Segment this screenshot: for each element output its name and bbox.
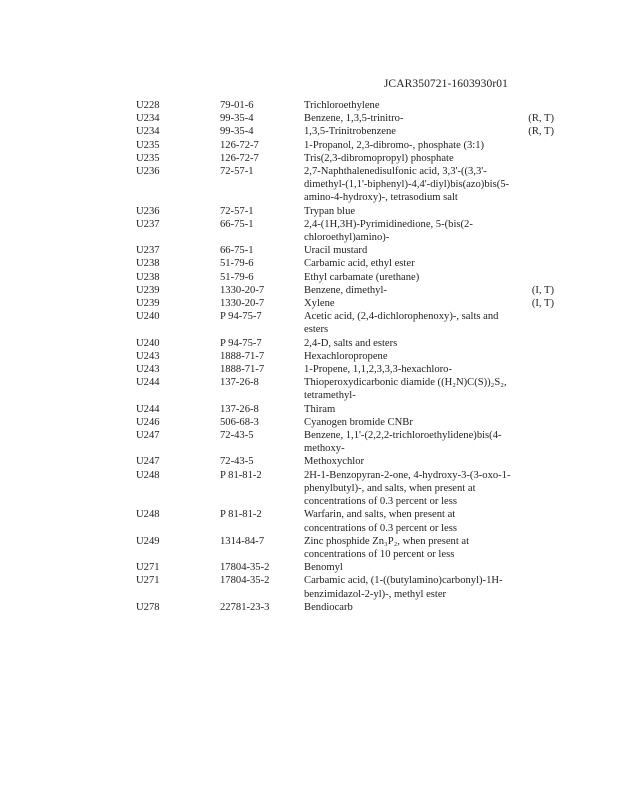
cas-number-cell: 66-75-1 xyxy=(220,218,254,230)
cas-number-cell: 72-43-5 xyxy=(220,430,254,442)
hazard-code-cell xyxy=(514,429,554,455)
waste-code-cell: U237 xyxy=(136,218,160,230)
waste-code-cell: U246 xyxy=(136,416,160,428)
table-row xyxy=(136,112,554,125)
waste-code-cell: U240 xyxy=(136,337,160,349)
cas-number-cell: 72-57-1 xyxy=(220,205,254,217)
hazard-code-cell: (I, T) xyxy=(531,284,554,296)
waste-code-cell: U237 xyxy=(136,245,160,257)
substance-name-cell: 1-Propene, 1,1,2,3,3,3-hexachloro- xyxy=(304,364,452,376)
table-row xyxy=(136,310,554,336)
cas-number-cell: 72-43-5 xyxy=(220,456,254,468)
substance-name-cell: Thioperoxydicarbonic diamide ((H₂N)C(S))₂S₂, tetramethyl- xyxy=(304,377,507,402)
substance-name-cell: Bendiocarb xyxy=(304,601,353,613)
substance-name-cell: Uracil mustard xyxy=(304,245,368,257)
substance-name-cell: Trypan blue xyxy=(304,205,356,217)
hazard-code-cell: (I, T) xyxy=(531,298,554,310)
substance-name-cell: Acetic acid, (2,4-dichlorophenoxy)-, salts and esters xyxy=(304,311,499,336)
waste-code-cell: U247 xyxy=(136,430,160,442)
cas-number-cell: 99-35-4 xyxy=(220,126,254,138)
cas-number-cell: 66-75-1 xyxy=(220,245,254,257)
cas-number-cell: 1314-84-7 xyxy=(220,535,265,547)
hazard-code-cell xyxy=(514,271,554,284)
hazard-code-cell xyxy=(514,205,554,218)
hazard-code-cell xyxy=(514,601,554,614)
table-row xyxy=(136,271,554,284)
table-row xyxy=(136,257,554,270)
waste-code-cell: U248 xyxy=(136,509,160,521)
cas-number-cell: 1888-71-7 xyxy=(220,350,265,362)
cas-number-cell: P 94-75-7 xyxy=(220,311,262,323)
table-row xyxy=(136,601,554,614)
table-row xyxy=(136,244,554,257)
hazard-code-cell xyxy=(514,469,554,509)
table-body xyxy=(136,99,554,614)
waste-code-cell: U239 xyxy=(136,284,160,296)
table-row xyxy=(136,508,554,534)
waste-code-cell: U239 xyxy=(136,298,160,310)
table-row xyxy=(136,561,554,574)
substance-name-cell: Xylene xyxy=(304,298,335,310)
table-row xyxy=(136,152,554,165)
cas-number-cell: 51-79-6 xyxy=(220,271,254,283)
table-row xyxy=(136,337,554,350)
table-row xyxy=(136,125,554,138)
table-row xyxy=(136,403,554,416)
substance-name-cell: Cyanogen bromide CNBr xyxy=(304,416,413,428)
hazard-code-cell xyxy=(514,244,554,257)
waste-code-cell: U234 xyxy=(136,113,160,125)
hazard-code-cell xyxy=(514,350,554,363)
table-row xyxy=(136,363,554,376)
substance-name-cell: Hexachloropropene xyxy=(304,350,388,362)
table-row xyxy=(136,416,554,429)
table-row xyxy=(136,99,554,112)
table-row xyxy=(136,205,554,218)
document-id: JCAR350721-1603930r01 xyxy=(383,78,508,90)
waste-code-cell: U238 xyxy=(136,271,160,283)
table-row xyxy=(136,139,554,152)
substance-name-cell: 2,7-Naphthalenedisulfonic acid, 3,3'-((3,3'-dimethyl-(1,1'-biphenyl)-4,4'-diyl)bis(azo)bis(5-amino-4-hydroxy)-, tetrasodium salt xyxy=(304,166,510,204)
waste-code-cell: U238 xyxy=(136,258,160,270)
hazard-code-cell xyxy=(514,139,554,152)
substance-name-cell: Methoxychlor xyxy=(304,456,365,468)
table-row xyxy=(136,350,554,363)
waste-code-cell: U271 xyxy=(136,575,160,587)
hazard-code-cell xyxy=(514,310,554,336)
cas-number-cell: 137-26-8 xyxy=(220,377,259,389)
hazard-code-cell xyxy=(514,455,554,468)
table-row xyxy=(136,535,554,561)
table-row xyxy=(136,574,554,600)
waste-code-cell: U235 xyxy=(136,152,160,164)
hazardous-waste-table xyxy=(136,99,554,614)
hazard-code-cell xyxy=(514,165,554,205)
substance-name-cell: Tris(2,3-dibromopropyl) phosphate xyxy=(304,152,454,164)
substance-name-cell: Carbamic acid, (1-((butylamino)carbonyl)-1H-benzimidazol-2-yl)-, methyl ester xyxy=(304,575,503,600)
waste-code-cell: U235 xyxy=(136,139,160,151)
waste-code-cell: U244 xyxy=(136,403,160,415)
hazard-code-cell xyxy=(514,99,554,112)
waste-code-cell: U228 xyxy=(136,100,160,111)
substance-name-cell: Benzene, 1,1'-(2,2,2-trichloroethylidene)bis(4-methoxy- xyxy=(304,430,502,455)
cas-number-cell: P 81-81-2 xyxy=(220,469,262,481)
waste-code-cell: U271 xyxy=(136,562,160,574)
hazard-code-cell xyxy=(514,403,554,416)
cas-number-cell: 17804-35-2 xyxy=(220,575,270,587)
cas-number-cell: 1330-20-7 xyxy=(220,284,265,296)
cas-number-cell: 22781-23-3 xyxy=(220,601,270,613)
waste-code-cell: U243 xyxy=(136,364,160,376)
table-row xyxy=(136,469,554,509)
substance-name-cell: Benzene, dimethyl- xyxy=(304,284,387,296)
cas-number-cell: 137-26-8 xyxy=(220,403,259,415)
cas-number-cell: P 81-81-2 xyxy=(220,509,262,521)
cas-number-cell: 72-57-1 xyxy=(220,166,254,178)
substance-name-cell: Trichloroethylene xyxy=(304,100,380,111)
hazard-code-cell xyxy=(514,561,554,574)
cas-number-cell: 51-79-6 xyxy=(220,258,254,270)
hazard-code-cell xyxy=(514,257,554,270)
substance-name-cell: Carbamic acid, ethyl ester xyxy=(304,258,415,270)
waste-code-cell: U249 xyxy=(136,535,160,547)
cas-number-cell: 1888-71-7 xyxy=(220,364,265,376)
waste-code-cell: U243 xyxy=(136,350,160,362)
hazard-code-cell xyxy=(514,416,554,429)
waste-code-cell: U247 xyxy=(136,456,160,468)
waste-code-cell: U248 xyxy=(136,469,160,481)
waste-code-cell: U236 xyxy=(136,205,160,217)
table-row xyxy=(136,429,554,455)
table-row xyxy=(136,376,554,402)
hazard-code-cell xyxy=(514,535,554,561)
hazard-code-cell xyxy=(514,363,554,376)
hazard-code-cell xyxy=(514,218,554,244)
substance-name-cell: Ethyl carbamate (urethane) xyxy=(304,271,420,283)
cas-number-cell: 126-72-7 xyxy=(220,152,259,164)
cas-number-cell: 506-68-3 xyxy=(220,416,259,428)
substance-name-cell: 2,4-D, salts and esters xyxy=(304,337,398,349)
hazard-code-cell xyxy=(514,152,554,165)
hazard-code-cell: (R, T) xyxy=(528,126,554,138)
waste-code-cell: U244 xyxy=(136,377,160,389)
substance-name-cell: Thiram xyxy=(304,403,336,415)
cas-number-cell: 1330-20-7 xyxy=(220,298,265,310)
substance-name-cell: 1,3,5-Trinitrobenzene xyxy=(304,126,396,138)
cas-number-cell: 99-35-4 xyxy=(220,113,254,125)
substance-name-cell: Zinc phosphide Zn₃P₂, when present at concentrations of 10 percent or less xyxy=(304,535,470,560)
cas-number-cell: 79-01-6 xyxy=(220,100,254,111)
waste-code-cell: U240 xyxy=(136,311,160,323)
hazard-code-cell: (R, T) xyxy=(528,113,554,125)
table-row xyxy=(136,455,554,468)
waste-code-cell: U278 xyxy=(136,601,160,613)
substance-name-cell: Warfarin, and salts, when present at concentrations of 0.3 percent or less xyxy=(304,509,457,534)
table-row xyxy=(136,297,554,310)
table-row xyxy=(136,165,554,205)
table-row xyxy=(136,284,554,297)
table-row xyxy=(136,218,554,244)
waste-code-cell: U236 xyxy=(136,166,160,178)
hazard-code-cell xyxy=(514,508,554,534)
cas-number-cell: 126-72-7 xyxy=(220,139,259,151)
substance-name-cell: 2H-1-Benzopyran-2-one, 4-hydroxy-3-(3-oxo-1-phenylbutyl)-, and salts, when present at concentrations of 0.3 percent or less xyxy=(304,469,511,508)
hazard-code-cell xyxy=(514,574,554,600)
hazard-code-cell xyxy=(514,376,554,402)
substance-name-cell: Benzene, 1,3,5-trinitro- xyxy=(304,113,404,125)
substance-name-cell: 2,4-(1H,3H)-Pyrimidinedione, 5-(bis(2-chloroethyl)amino)- xyxy=(304,218,473,244)
substance-name-cell: 1-Propanol, 2,3-dibromo-, phosphate (3:1) xyxy=(304,139,485,151)
substance-name-cell: Benomyl xyxy=(304,562,343,574)
hazard-code-cell xyxy=(514,337,554,350)
waste-code-cell: U234 xyxy=(136,126,160,138)
cas-number-cell: P 94-75-7 xyxy=(220,337,262,349)
cas-number-cell: 17804-35-2 xyxy=(220,562,270,574)
